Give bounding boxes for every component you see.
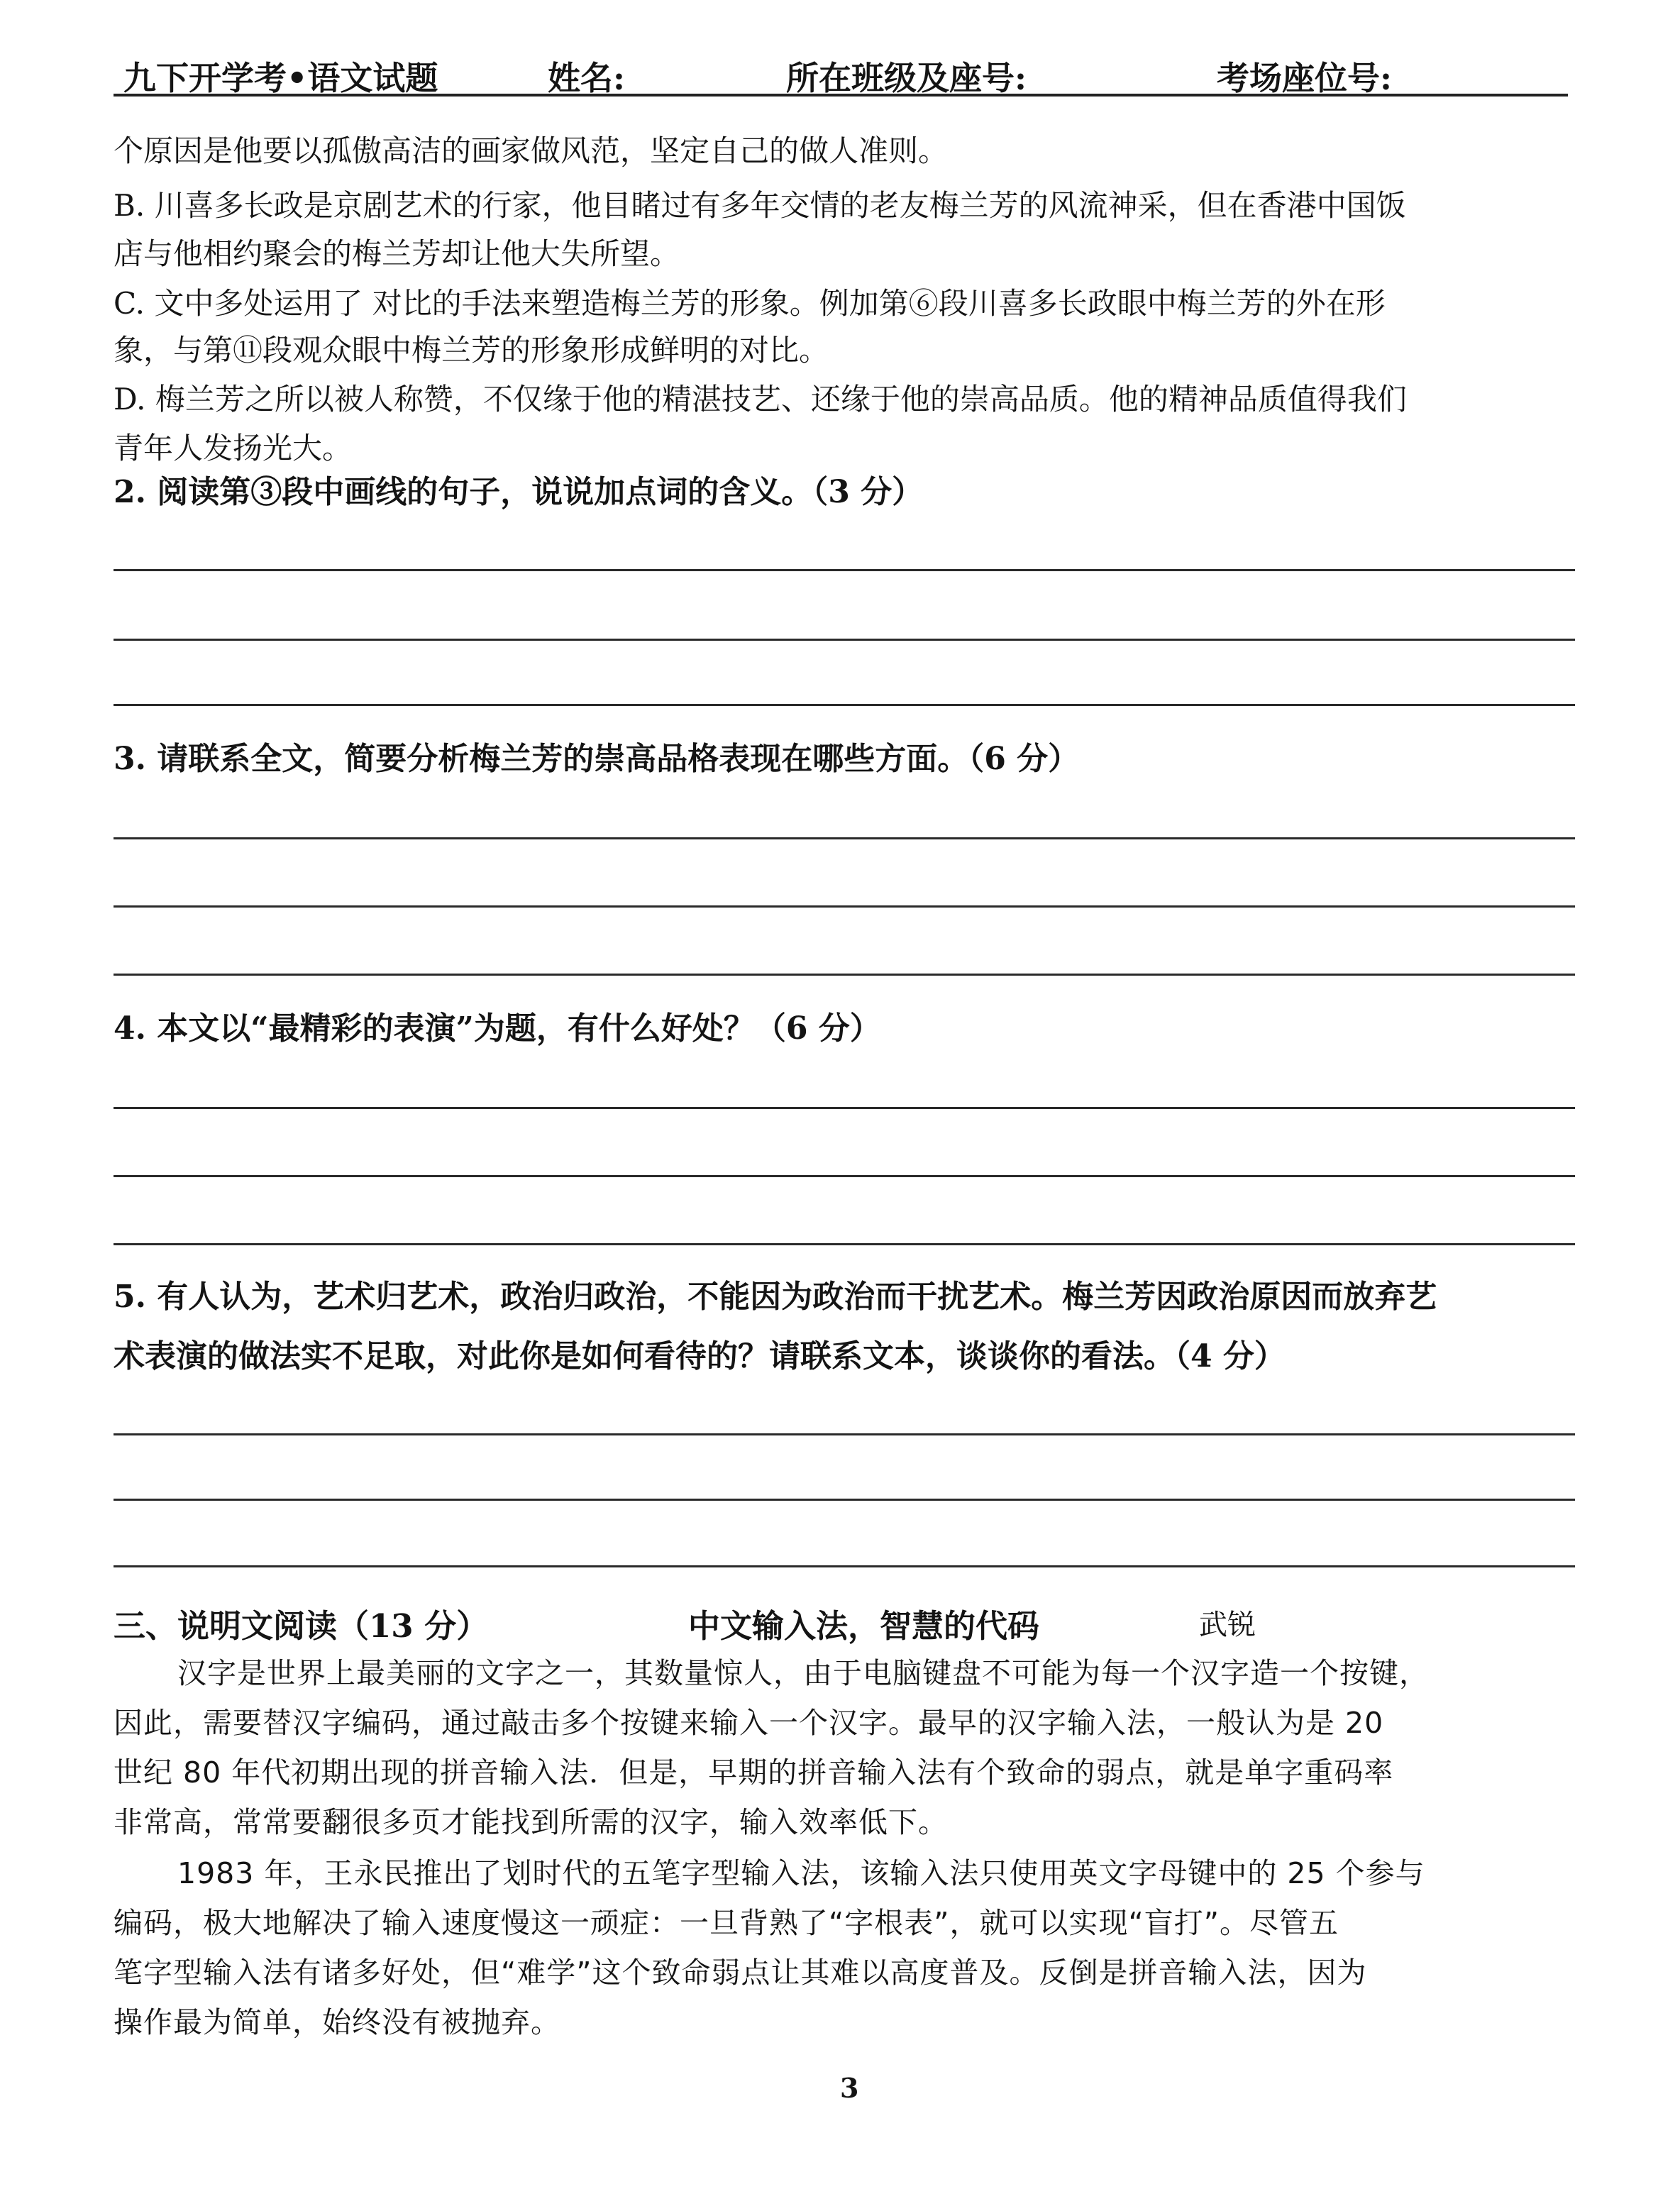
article-line: 世纪 80 年代初期出现的拼音输入法．但是，早期的拼音输入法有个致命的弱点，就是单字重码率 [114, 1755, 1394, 1790]
section-title: 三、说明文阅读（13 分） [114, 1607, 489, 1645]
answer-line[interactable] [114, 1565, 1575, 1567]
page-number: 3 [840, 2072, 859, 2104]
option-line: B. 川喜多长政是京剧艺术的行家，他目睹过有多年交情的老友梅兰芳的风流神采，但在香港中国饭 [114, 188, 1406, 223]
option-line: 青年人发扬光大。 [114, 431, 353, 465]
exam-header [114, 44, 1568, 97]
article-line: 1983 年，王永民推出了划时代的五笔字型输入法，该输入法只使用英文字母键中的 25 个参与 [177, 1856, 1425, 1890]
answer-line[interactable] [114, 1499, 1575, 1501]
article-line: 非常高，常常要翻很多页才能找到所需的汉字，输入效率低下。 [114, 1805, 948, 1839]
answer-line[interactable] [114, 974, 1575, 976]
article-line: 因此，需要替汉字编码，通过敲击多个按键来输入一个汉字。最早的汉字输入法，一般认为是 20 [114, 1706, 1384, 1740]
question-4: 4. 本文以“最精彩的表演”为题，有什么好处？（6 分） [114, 1010, 881, 1047]
option-line: 象，与第⑪段观众眼中梅兰芳的形象形成鲜明的对比。 [114, 333, 829, 368]
answer-line[interactable] [114, 639, 1575, 641]
option-line: 个原因是他要以孤傲高洁的画家做风范，坚定自己的做人准则。 [114, 133, 949, 168]
exam-title: 九下开学考•语文试题 [123, 59, 438, 97]
article-line: 操作最为简单，始终没有被抛弃。 [114, 2005, 560, 2039]
name-field-label: 姓名: [548, 59, 625, 97]
answer-line[interactable] [114, 1107, 1575, 1109]
answer-line[interactable] [114, 704, 1575, 706]
question-5: 术表演的做法实不足取，对此你是如何看待的？请联系文本，谈谈你的看法。（4 分） [114, 1338, 1286, 1374]
seat-field-label: 考场座位号: [1217, 59, 1392, 97]
class-field-label: 所在班级及座号: [786, 59, 1027, 97]
answer-line[interactable] [114, 1433, 1575, 1435]
option-line: C. 文中多处运用了 对比的手法来塑造梅兰芳的形象。例加第⑥段川喜多长政眼中梅兰芳的外在形 [114, 286, 1386, 321]
option-line: 店与他相约聚会的梅兰芳却让他大失所望。 [114, 236, 680, 271]
article-line: 笔字型输入法有诸多好处，但“难学”这个致命弱点让其难以高度普及。反倒是拼音输入法，因为 [114, 1956, 1367, 1990]
answer-line[interactable] [114, 1175, 1575, 1177]
question-5: 5. 有人认为，艺术归艺术，政治归政治，不能因为政治而干扰艺术。梅兰芳因政治原因而放弃艺 [114, 1279, 1437, 1315]
answer-line[interactable] [114, 837, 1575, 839]
option-line: D. 梅兰芳之所以被人称赞，不仅缘于他的精湛技艺、还缘于他的崇高品质。他的精神品质值得我们 [114, 382, 1407, 417]
article-title: 中文输入法，智慧的代码 [688, 1607, 1040, 1645]
answer-line[interactable] [114, 1243, 1575, 1245]
question-3: 3. 请联系全文，简要分析梅兰芳的崇高品格表现在哪些方面。（6 分） [114, 741, 1080, 777]
question-2: 2. 阅读第③段中画线的句子，说说加点词的含义。（3 分） [114, 474, 924, 510]
answer-line[interactable] [114, 905, 1575, 908]
article-line: 编码，极大地解决了输入速度慢这一顽症：一旦背熟了“字根表”，就可以实现“盲打”。尽管五 [114, 1906, 1339, 1940]
answer-line[interactable] [114, 569, 1575, 571]
article-author: 武锐 [1199, 1609, 1256, 1641]
article-line: 汉字是世界上最美丽的文字之一，其数量惊人，由于电脑键盘不可能为每一个汉字造一个按键， [177, 1656, 1429, 1690]
